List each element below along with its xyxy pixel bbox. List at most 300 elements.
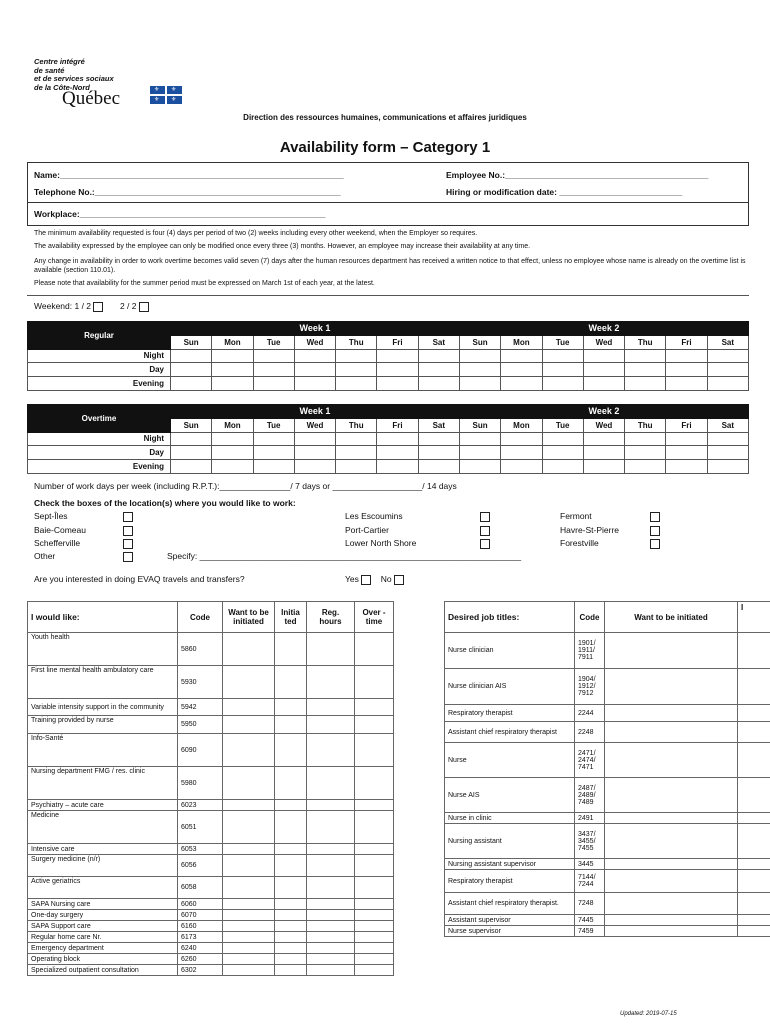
location-checkbox[interactable] (123, 552, 133, 562)
schedule-cell[interactable] (212, 432, 253, 446)
schedule-cell[interactable] (666, 446, 707, 460)
reg-hours-cell[interactable] (307, 921, 355, 932)
location-checkbox[interactable] (650, 512, 660, 522)
title-label: Nurse (445, 743, 575, 778)
day-header: Mon (501, 335, 542, 349)
schedule-cell[interactable] (583, 446, 624, 460)
column-header: Code (178, 602, 223, 633)
schedule-cell[interactable] (294, 363, 335, 377)
schedule-cell[interactable] (459, 432, 500, 446)
evaq-answer (345, 574, 404, 585)
schedule-cell[interactable] (459, 349, 500, 363)
schedule-cell[interactable] (212, 446, 253, 460)
day-header: Fri (377, 335, 418, 349)
employee-number-field[interactable]: Employee No.:___________________________________________ (446, 170, 709, 180)
schedule-cell[interactable] (253, 432, 294, 446)
schedule-cell[interactable] (294, 460, 335, 474)
evaq-no-checkbox[interactable] (394, 575, 404, 585)
schedule-cell[interactable] (666, 460, 707, 474)
initiated-cell[interactable] (275, 666, 307, 699)
job-code: 6060 (178, 899, 223, 910)
workplace-field[interactable]: Workplace:____________________________________________________ (34, 209, 326, 219)
schedule-cell[interactable] (294, 446, 335, 460)
weekend-option-1-checkbox[interactable] (93, 302, 103, 312)
schedule-cell[interactable] (377, 377, 418, 391)
hiring-date-field[interactable]: Hiring or modification date: __________________________ (446, 187, 683, 197)
initiated-cell[interactable] (275, 932, 307, 943)
location-checkbox[interactable] (123, 512, 133, 522)
table-row (28, 899, 394, 910)
evaq-question: Are you interested in doing EVAQ travels and transfers? (34, 574, 245, 584)
overtime-cell[interactable] (355, 716, 394, 734)
title-code: 2248 (575, 722, 605, 743)
job-titles-table (444, 601, 770, 937)
schedule-cell[interactable] (542, 377, 583, 391)
initiated-cell[interactable] (275, 811, 307, 844)
evaq-yes-label: Yes (345, 574, 359, 584)
table-row (28, 699, 394, 716)
reg-hours-cell[interactable] (307, 716, 355, 734)
schedule-cell[interactable] (542, 349, 583, 363)
reg-hours-cell[interactable] (307, 811, 355, 844)
title-code: 3437/ 3455/ 7455 (575, 824, 605, 859)
weekend-selector (34, 301, 149, 312)
fleurdelise-flag-icon: ⚜ ⚜ ⚜ ⚜ (150, 86, 182, 104)
reg-hours-cell[interactable] (307, 844, 355, 855)
schedule-cell[interactable] (625, 446, 666, 460)
want-initiated-cell[interactable] (223, 716, 275, 734)
location-checkbox[interactable] (123, 526, 133, 536)
day-header: Mon (212, 335, 253, 349)
initiated-cell[interactable] (738, 669, 770, 705)
reg-hours-cell[interactable] (307, 877, 355, 899)
schedule-cell[interactable] (377, 363, 418, 377)
job-code: 6260 (178, 954, 223, 965)
org-line: Centre intégré (34, 57, 85, 66)
job-code: 6051 (178, 811, 223, 844)
reg-hours-cell[interactable] (307, 932, 355, 943)
day-header: Tue (542, 418, 583, 432)
reg-hours-cell[interactable] (307, 666, 355, 699)
schedule-cell[interactable] (501, 432, 542, 446)
initiated-cell[interactable] (275, 844, 307, 855)
table-row (445, 926, 770, 937)
schedule-cell[interactable] (212, 377, 253, 391)
overtime-cell[interactable] (355, 899, 394, 910)
work-days-field[interactable]: Number of work days per week (including R.P.T.):_______________/ 7 days or ___________________/ 14 days (34, 481, 457, 491)
schedule-cell[interactable] (294, 349, 335, 363)
title-code: 2487/ 2489/ 7489 (575, 778, 605, 813)
initiated-cell[interactable] (275, 716, 307, 734)
table-header-row (28, 602, 394, 633)
want-initiated-cell[interactable] (605, 870, 738, 893)
initiated-cell[interactable] (275, 800, 307, 811)
overtime-cell[interactable] (355, 943, 394, 954)
schedule-cell[interactable] (459, 363, 500, 377)
schedule-cell[interactable] (583, 349, 624, 363)
overtime-cell[interactable] (355, 932, 394, 943)
schedule-cell[interactable] (253, 363, 294, 377)
location-checkbox[interactable] (650, 539, 660, 549)
schedule-cell[interactable] (171, 446, 212, 460)
want-initiated-cell[interactable] (223, 910, 275, 921)
schedule-cell[interactable] (377, 432, 418, 446)
initiated-cell[interactable] (738, 778, 770, 813)
initiated-cell[interactable] (738, 915, 770, 926)
day-header: Wed (294, 335, 335, 349)
title-code: 3445 (575, 859, 605, 870)
initiated-cell[interactable] (738, 633, 770, 669)
table-row (445, 915, 770, 926)
schedule-cell[interactable] (377, 446, 418, 460)
job-code: 6173 (178, 932, 223, 943)
schedule-cell[interactable] (625, 349, 666, 363)
schedule-cell[interactable] (625, 432, 666, 446)
title-code: 1904/ 1912/ 7912 (575, 669, 605, 705)
want-initiated-cell[interactable] (223, 943, 275, 954)
job-code: 5980 (178, 767, 223, 800)
schedule-cell[interactable] (253, 377, 294, 391)
title-label: Assistant supervisor (445, 915, 575, 926)
want-initiated-cell[interactable] (605, 722, 738, 743)
overtime-cell[interactable] (355, 877, 394, 899)
schedule-cell[interactable] (459, 377, 500, 391)
schedule-cell[interactable] (171, 349, 212, 363)
table-row (445, 893, 770, 915)
schedule-cell[interactable] (583, 460, 624, 474)
schedule-cell[interactable] (171, 432, 212, 446)
schedule-cell[interactable] (212, 460, 253, 474)
location-checkbox[interactable] (480, 526, 490, 536)
job-code: 6302 (178, 965, 223, 976)
title-code: 7144/ 7244 (575, 870, 605, 893)
schedule-cell[interactable] (625, 377, 666, 391)
table-row (28, 844, 394, 855)
schedule-cell[interactable] (707, 460, 748, 474)
initiated-cell[interactable] (738, 870, 770, 893)
job-label: Emergency department (28, 943, 178, 954)
day-header: Fri (666, 335, 707, 349)
column-header: Desired job titles: (445, 602, 575, 633)
title-label: Respiratory therapist (445, 870, 575, 893)
job-label: Surgery medicine (n/r) (28, 855, 178, 877)
schedule-cell[interactable] (501, 349, 542, 363)
regular-schedule-table (27, 321, 749, 391)
schedule-cell[interactable] (336, 363, 377, 377)
title-label: Nurse AIS (445, 778, 575, 813)
schedule-cell[interactable] (418, 446, 459, 460)
schedule-cell[interactable] (666, 432, 707, 446)
schedule-cell[interactable] (501, 377, 542, 391)
initiated-cell[interactable] (275, 965, 307, 976)
overtime-cell[interactable] (355, 633, 394, 666)
want-initiated-cell[interactable] (605, 778, 738, 813)
schedule-cell[interactable] (542, 363, 583, 377)
specify-field[interactable]: Specify: ____________________________________________________________________ (167, 551, 522, 561)
schedule-cell[interactable] (212, 363, 253, 377)
want-initiated-cell[interactable] (223, 855, 275, 877)
shift-row-night (28, 432, 749, 446)
department-name: Direction des ressources humaines, communications et affaires juridiques (243, 113, 527, 122)
overtime-cell[interactable] (355, 699, 394, 716)
schedule-cell[interactable] (542, 446, 583, 460)
reg-hours-cell[interactable] (307, 965, 355, 976)
initiated-cell[interactable] (275, 633, 307, 666)
week2-header: Week 2 (459, 405, 748, 419)
want-initiated-cell[interactable] (223, 877, 275, 899)
initiated-cell[interactable] (738, 705, 770, 722)
want-initiated-cell[interactable] (223, 932, 275, 943)
location-label: Les Escoumins (345, 511, 403, 521)
title-label: Nurse clinician AIS (445, 669, 575, 705)
want-initiated-cell[interactable] (223, 844, 275, 855)
want-initiated-cell[interactable] (605, 859, 738, 870)
job-code: 6058 (178, 877, 223, 899)
schedule-cell[interactable] (707, 446, 748, 460)
schedule-cell[interactable] (418, 363, 459, 377)
schedule-cell[interactable] (253, 446, 294, 460)
reg-hours-cell[interactable] (307, 734, 355, 767)
location-label: Other (34, 551, 56, 561)
overtime-cell[interactable] (355, 734, 394, 767)
location-checkbox[interactable] (650, 526, 660, 536)
want-initiated-cell[interactable] (223, 954, 275, 965)
schedule-cell[interactable] (212, 349, 253, 363)
divider (28, 202, 748, 203)
want-initiated-cell[interactable] (605, 669, 738, 705)
job-code: 5942 (178, 699, 223, 716)
table-row (28, 811, 394, 844)
day-header: Tue (253, 335, 294, 349)
want-initiated-cell[interactable] (223, 767, 275, 800)
day-header: Tue (253, 418, 294, 432)
schedule-cell[interactable] (171, 377, 212, 391)
schedule-cell[interactable] (377, 349, 418, 363)
initiated-cell[interactable] (275, 943, 307, 954)
initiated-cell[interactable] (738, 743, 770, 778)
want-initiated-cell[interactable] (223, 699, 275, 716)
name-field[interactable]: Name:____________________________________________________________ (34, 170, 344, 180)
day-header: Thu (625, 335, 666, 349)
title-code: 2491 (575, 813, 605, 824)
schedule-cell[interactable] (336, 446, 377, 460)
initiated-cell[interactable] (275, 921, 307, 932)
schedule-cell[interactable] (666, 377, 707, 391)
reg-hours-cell[interactable] (307, 767, 355, 800)
schedule-cell[interactable] (583, 377, 624, 391)
job-label: Specialized outpatient consultation (28, 965, 178, 976)
schedule-cell[interactable] (294, 432, 335, 446)
schedule-cell[interactable] (625, 460, 666, 474)
initiated-cell[interactable] (275, 855, 307, 877)
job-label: One-day surgery (28, 910, 178, 921)
title-label: Nurse clinician (445, 633, 575, 669)
table-row (445, 743, 770, 778)
schedule-cell[interactable] (336, 349, 377, 363)
schedule-cell[interactable] (501, 460, 542, 474)
column-header: Want to be initiated (223, 602, 275, 633)
want-initiated-cell[interactable] (605, 926, 738, 937)
overtime-cell[interactable] (355, 910, 394, 921)
schedule-cell[interactable] (171, 363, 212, 377)
job-code: 6023 (178, 800, 223, 811)
reg-hours-cell[interactable] (307, 899, 355, 910)
initiated-cell[interactable] (738, 926, 770, 937)
table-row (445, 813, 770, 824)
title-label: Respiratory therapist (445, 705, 575, 722)
rule-paragraph: Please note that availability for the summer period must be expressed on March 1st of each year, at the latest. (34, 280, 375, 287)
initiated-cell[interactable] (275, 954, 307, 965)
overtime-cell[interactable] (355, 800, 394, 811)
table-row (28, 910, 394, 921)
schedule-cell[interactable] (294, 377, 335, 391)
day-header: Thu (336, 335, 377, 349)
schedule-cell[interactable] (377, 460, 418, 474)
schedule-cell[interactable] (666, 349, 707, 363)
table-row (445, 824, 770, 859)
overtime-cell[interactable] (355, 855, 394, 877)
schedule-cell[interactable] (542, 460, 583, 474)
reg-hours-cell[interactable] (307, 910, 355, 921)
reg-hours-cell[interactable] (307, 699, 355, 716)
telephone-field[interactable]: Telephone No.:____________________________________________________ (34, 187, 341, 197)
schedule-cell[interactable] (583, 363, 624, 377)
want-initiated-cell[interactable] (223, 734, 275, 767)
want-initiated-cell[interactable] (605, 813, 738, 824)
table-row (28, 921, 394, 932)
overtime-cell[interactable] (355, 921, 394, 932)
reg-hours-cell[interactable] (307, 855, 355, 877)
title-code: 7459 (575, 926, 605, 937)
want-initiated-cell[interactable] (605, 633, 738, 669)
overtime-cell[interactable] (355, 666, 394, 699)
job-label: SAPA Support care (28, 921, 178, 932)
quebec-wordmark: Québec (62, 88, 121, 109)
schedule-cell[interactable] (459, 446, 500, 460)
reg-hours-cell[interactable] (307, 633, 355, 666)
initiated-cell[interactable] (275, 877, 307, 899)
schedule-cell[interactable] (418, 349, 459, 363)
schedule-cell[interactable] (707, 377, 748, 391)
want-initiated-cell[interactable] (605, 824, 738, 859)
shift-row-evening (28, 460, 749, 474)
employee-info-box (27, 162, 749, 226)
schedule-cell[interactable] (707, 349, 748, 363)
location-label: Port-Cartier (345, 525, 389, 535)
schedule-cell[interactable] (583, 432, 624, 446)
schedule-cell[interactable] (501, 363, 542, 377)
initiated-cell[interactable] (738, 824, 770, 859)
overtime-cell[interactable] (355, 965, 394, 976)
initiated-cell[interactable] (275, 910, 307, 921)
title-label: Nursing assistant supervisor (445, 859, 575, 870)
schedule-cell[interactable] (666, 363, 707, 377)
shift-label: Day (28, 363, 171, 377)
want-initiated-cell[interactable] (223, 921, 275, 932)
schedule-cell[interactable] (336, 377, 377, 391)
initiated-cell[interactable] (738, 859, 770, 870)
location-checkbox[interactable] (123, 539, 133, 549)
want-initiated-cell[interactable] (223, 633, 275, 666)
initiated-cell[interactable] (275, 767, 307, 800)
table-header-row (445, 602, 770, 633)
schedule-cell[interactable] (501, 446, 542, 460)
schedule-cell[interactable] (336, 460, 377, 474)
want-initiated-cell[interactable] (223, 965, 275, 976)
schedule-cell[interactable] (707, 363, 748, 377)
day-header: Fri (377, 418, 418, 432)
want-initiated-cell[interactable] (223, 800, 275, 811)
rule-paragraph: Any change in availability in order to work overtime becomes valid seven (7) days after the human resources department has received a written notice to that effect, unless no employee whose name is already on the overtime list is available (section 110.01). (34, 258, 746, 274)
schedule-cell[interactable] (542, 432, 583, 446)
column-header: Want to be initiated (605, 602, 738, 633)
location-label: Schefferville (34, 538, 81, 548)
table-row (28, 666, 394, 699)
initiated-cell[interactable] (275, 699, 307, 716)
overtime-cell[interactable] (355, 767, 394, 800)
title-label: Nurse supervisor (445, 926, 575, 937)
want-initiated-cell[interactable] (223, 899, 275, 910)
schedule-cell[interactable] (459, 460, 500, 474)
title-code: 1901/ 1911/ 7911 (575, 633, 605, 669)
week2-header: Week 2 (459, 322, 748, 336)
initiated-cell[interactable] (738, 722, 770, 743)
schedule-cell[interactable] (707, 432, 748, 446)
location-checkbox[interactable] (480, 539, 490, 549)
reg-hours-cell[interactable] (307, 943, 355, 954)
shift-label: Evening (28, 460, 171, 474)
want-initiated-cell[interactable] (605, 915, 738, 926)
location-checkbox[interactable] (480, 512, 490, 522)
reg-hours-cell[interactable] (307, 800, 355, 811)
reg-hours-cell[interactable] (307, 954, 355, 965)
schedule-cell[interactable] (418, 377, 459, 391)
job-label: Regular home care Nr. (28, 932, 178, 943)
want-initiated-cell[interactable] (223, 811, 275, 844)
day-header: Sat (707, 335, 748, 349)
overtime-cell[interactable] (355, 844, 394, 855)
overtime-cell[interactable] (355, 811, 394, 844)
want-initiated-cell[interactable] (223, 666, 275, 699)
initiated-cell[interactable] (275, 734, 307, 767)
schedule-cell[interactable] (336, 432, 377, 446)
table-row (445, 778, 770, 813)
initiated-cell[interactable] (275, 899, 307, 910)
want-initiated-cell[interactable] (605, 893, 738, 915)
want-initiated-cell[interactable] (605, 743, 738, 778)
schedule-cell[interactable] (418, 432, 459, 446)
schedule-cell[interactable] (625, 363, 666, 377)
schedule-cell[interactable] (253, 460, 294, 474)
overtime-cell[interactable] (355, 954, 394, 965)
schedule-cell[interactable] (418, 460, 459, 474)
initiated-cell[interactable] (738, 893, 770, 915)
initiated-cell[interactable] (738, 813, 770, 824)
weekend-option-2-checkbox[interactable] (139, 302, 149, 312)
title-label: Nursing assistant (445, 824, 575, 859)
evaq-yes-checkbox[interactable] (361, 575, 371, 585)
day-header: Wed (583, 335, 624, 349)
schedule-cell[interactable] (171, 460, 212, 474)
job-code: 6056 (178, 855, 223, 877)
table-row (445, 870, 770, 893)
want-initiated-cell[interactable] (605, 705, 738, 722)
day-header: Sun (459, 418, 500, 432)
day-header: Thu (625, 418, 666, 432)
schedule-cell[interactable] (253, 349, 294, 363)
table-row (28, 767, 394, 800)
column-header: Code (575, 602, 605, 633)
